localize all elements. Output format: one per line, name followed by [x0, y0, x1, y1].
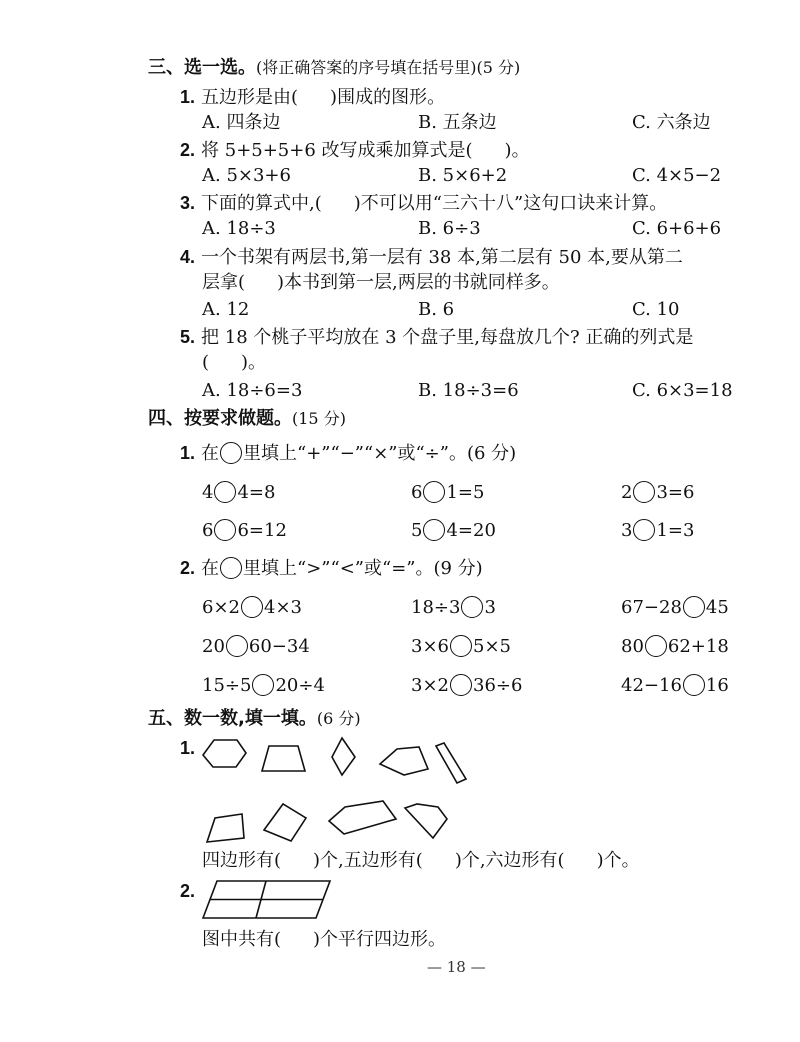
parallelogram-figure — [203, 881, 330, 918]
item-left: 3×2 — [411, 675, 449, 696]
item-left: 3×6 — [411, 636, 449, 657]
s3-q5-num: 5. — [180, 327, 196, 347]
section4-note: (15 分) — [292, 409, 346, 428]
pentagon-shape — [380, 747, 428, 775]
item-left: 6 — [202, 520, 214, 541]
s4-q2-text-b: 里填上“>”“<”或“=”。(9 分) — [243, 558, 483, 579]
s3-q5-option-b: B. 18÷3=6 — [418, 380, 519, 401]
item-right: 1=3 — [656, 520, 695, 541]
s3-q4-stem-c: 层拿( — [202, 272, 246, 293]
item-right: 3 — [484, 597, 496, 618]
item-right: 62+18 — [667, 636, 729, 657]
s3-q4-stem-d: )本书到第一层,两层的书就同样多。 — [277, 272, 560, 293]
s3-q3-num: 3. — [180, 193, 196, 213]
s5-q1-answer-b: )个,五边形有( — [313, 850, 423, 871]
s5-q1-answer-a: 四边形有( — [202, 850, 282, 871]
item-right: 16 — [705, 675, 729, 696]
section3-title-text: 三、选一选。 — [148, 57, 256, 78]
s4-q2-text-a: 在 — [201, 558, 220, 579]
s3-q4-option-a: A. 12 — [202, 299, 250, 320]
s3-q1-stem-b: )围成的图形。 — [330, 87, 446, 108]
s3-q3-option-b: B. 6÷3 — [418, 218, 481, 239]
item-left: 3 — [621, 520, 633, 541]
s3-q4-option-b: B. 6 — [418, 299, 455, 320]
s4-q1-num: 1. — [180, 443, 196, 463]
item-left: 5 — [411, 520, 423, 541]
s3-q1-option-a: A. 四条边 — [202, 112, 281, 133]
s5-q1-answer-d: )个。 — [596, 850, 640, 871]
pentagon-shape — [405, 804, 447, 838]
item-left: 6×2 — [202, 597, 240, 618]
s3-q5-stem-a: 把 18 个桃子平均放在 3 个盘子里,每盘放几个? 正确的列式是 — [201, 327, 694, 348]
s5-q2-answer-b: )个平行四边形。 — [313, 929, 447, 950]
item-right: 60−34 — [248, 636, 310, 657]
s5-q1-answer-c: )个,六边形有( — [454, 850, 565, 871]
item-left: 4 — [202, 482, 214, 503]
s3-q2-option-b: B. 5×6+2 — [418, 165, 508, 186]
s5-q1-num: 1. — [180, 738, 196, 758]
item-right: 1=5 — [446, 482, 485, 503]
item-left: 80 — [621, 636, 644, 657]
section3-note: (将正确答案的序号填在括号里)(5 分) — [256, 58, 521, 77]
quadrilateral-shape — [207, 814, 244, 842]
page-number: — 18 — — [427, 958, 486, 976]
s4-q2-num: 2. — [180, 558, 196, 578]
item-right: 4×3 — [264, 597, 302, 618]
item-right: 3=6 — [656, 482, 695, 503]
section4-title-text: 四、按要求做题。 — [148, 408, 292, 429]
item-right: 4=20 — [446, 520, 496, 541]
s3-q1-stem-a: 五边形是由( — [201, 87, 299, 108]
item-left: 15÷5 — [202, 675, 252, 696]
quadrilateral-shape — [264, 804, 306, 841]
hexagon-shape — [203, 740, 246, 767]
item-right: 36÷6 — [473, 675, 523, 696]
item-left: 20 — [202, 636, 225, 657]
s5-q2-answer-a: 图中共有( — [202, 929, 282, 950]
s3-q4-stem-a: 一个书架有两层书,第一层有 38 本,第二层有 50 本,要从第二 — [201, 247, 683, 268]
s3-q3-stem-b: )不可以用“三六十八”这句口诀来计算。 — [353, 193, 668, 214]
s5-q1-answer — [202, 850, 640, 872]
s3-q5-option-a: A. 18÷6=3 — [202, 380, 303, 401]
rhombus-shape — [332, 738, 355, 775]
s3-q1-option-b: B. 五条边 — [418, 112, 497, 133]
s3-q2-option-a: A. 5×3+6 — [202, 165, 291, 186]
item-right: 45 — [705, 597, 729, 618]
s3-q1-option-c: C. 六条边 — [632, 112, 711, 133]
item-left: 2 — [621, 482, 633, 503]
s4-q1-text-b: 里填上“+”“−”“×”或“÷”。(6 分) — [243, 443, 517, 464]
s3-q5-stem-d: )。 — [241, 352, 267, 373]
item-right: 4=8 — [237, 482, 276, 503]
item-left: 6 — [411, 482, 423, 503]
item-right: 6=12 — [237, 520, 287, 541]
item-left: 42−16 — [621, 675, 682, 696]
section5-title-text: 五、数一数,填一填。 — [148, 708, 317, 729]
s5-q2-num-line — [180, 880, 201, 903]
s3-q3-option-c: C. 6+6+6 — [632, 218, 722, 239]
s3-q5-option-c: C. 6×3=18 — [632, 380, 733, 401]
s3-q3-stem-a: 下面的算式中,( — [201, 193, 322, 214]
s3-q2-stem-b: )。 — [504, 140, 530, 161]
item-right: 20÷4 — [275, 675, 325, 696]
item-left: 18÷3 — [411, 597, 461, 618]
s3-q1-num: 1. — [180, 87, 196, 107]
s3-q2-stem-a: 将 5+5+5+6 改写成乘加算式是( — [201, 140, 473, 161]
s3-q4-num: 4. — [180, 247, 196, 267]
section5-note: (6 分) — [316, 709, 361, 728]
s3-q2-option-c: C. 4×5−2 — [632, 165, 722, 186]
trapezoid-shape — [262, 746, 305, 771]
item-left: 67−28 — [621, 597, 682, 618]
pentagon-shape — [329, 801, 396, 834]
s4-q1-text-a: 在 — [201, 443, 220, 464]
rectangle-shape — [436, 743, 466, 783]
s3-q5-stem-c: ( — [202, 352, 210, 373]
item-right: 5×5 — [473, 636, 511, 657]
s5-q2-num: 2. — [180, 881, 196, 901]
s3-q4-option-c: C. 10 — [632, 299, 680, 320]
s5-q2-answer — [202, 929, 446, 951]
s3-q2-num: 2. — [180, 140, 196, 160]
s3-q3-option-a: A. 18÷3 — [202, 218, 276, 239]
